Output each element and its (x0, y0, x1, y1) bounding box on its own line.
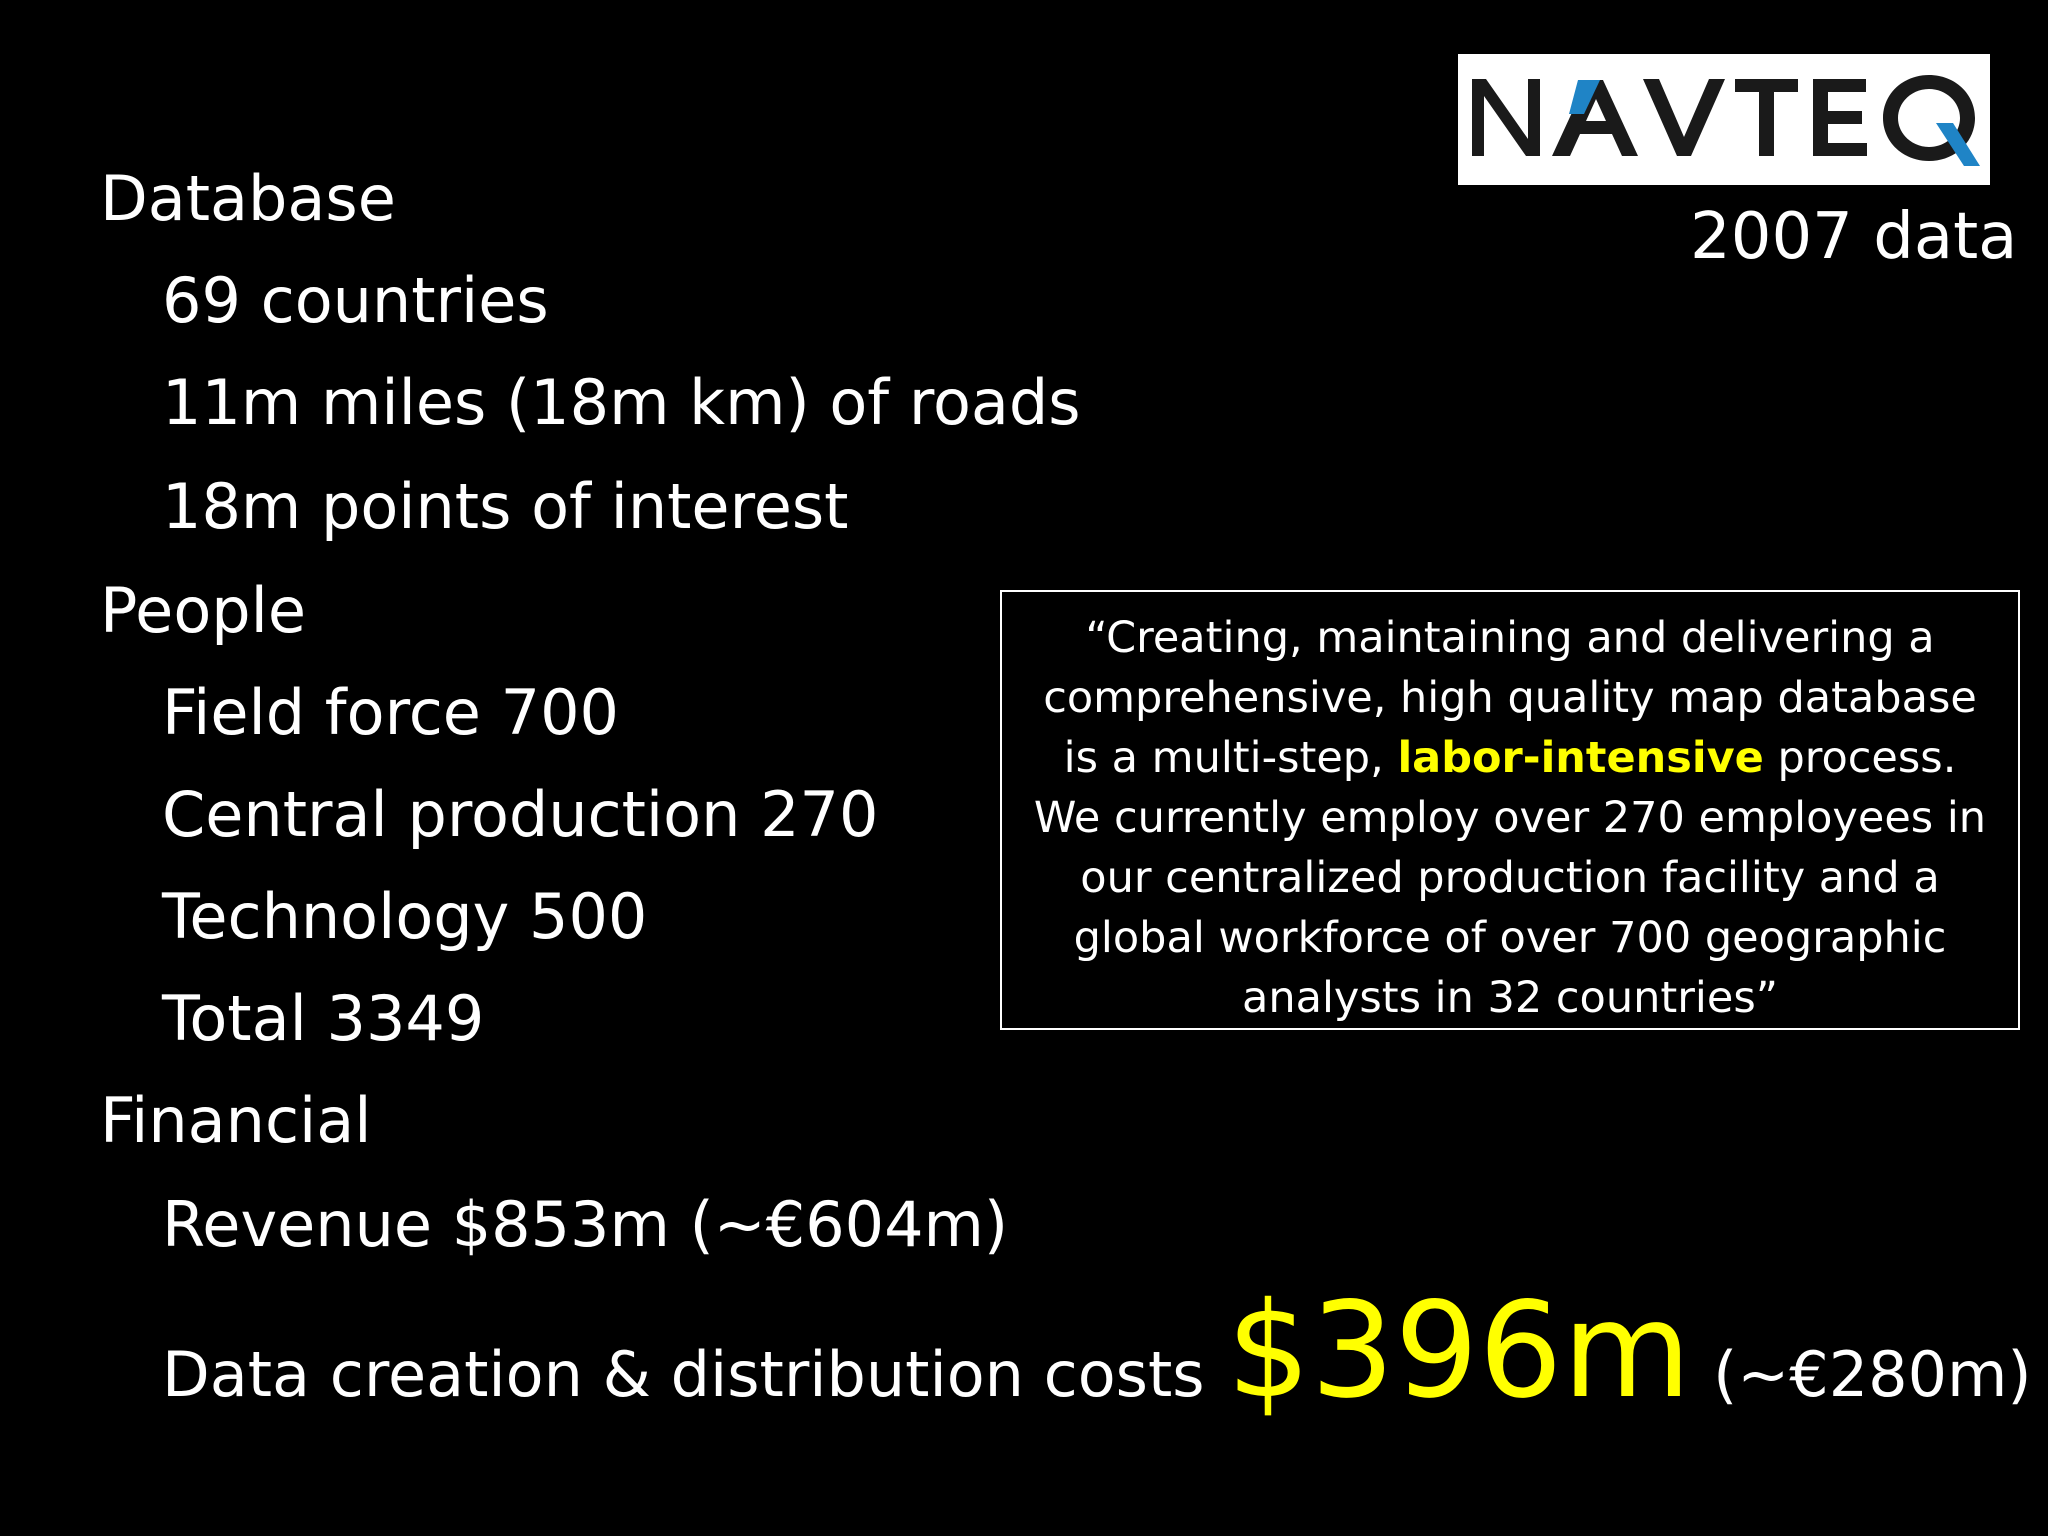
navteq-logo (1458, 54, 1990, 185)
people-heading: People (100, 574, 306, 647)
quote-text-before: “Creating, maintaining and delivering a comprehensive, high quality map database is a multi-step, (1043, 613, 1977, 783)
financial-cost-conversion: (~€280m) (1713, 1338, 2032, 1411)
financial-revenue: Revenue $853m (~€604m) (162, 1188, 1009, 1261)
database-roads: 11m miles (18m km) of roads (162, 366, 1081, 439)
database-heading: Database (100, 162, 396, 235)
quote-highlight: labor-intensive (1397, 733, 1764, 783)
people-central-production: Central production 270 (162, 778, 879, 851)
navteq-logo-image (1458, 54, 1990, 185)
people-total: Total 3349 (162, 982, 485, 1055)
financial-cost-label: Data creation & distribution costs (162, 1338, 1205, 1411)
database-points-of-interest: 18m points of interest (162, 470, 849, 543)
quote-box (1000, 590, 2020, 1030)
year-data-note: 2007 data (1690, 200, 2018, 274)
database-countries: 69 countries (162, 264, 549, 337)
financial-heading: Financial (100, 1084, 372, 1157)
financial-cost-value: $396m (1226, 1274, 1692, 1428)
people-field-force: Field force 700 (162, 676, 619, 749)
people-technology: Technology 500 (162, 880, 648, 953)
financial-cost-line (162, 1274, 2032, 1428)
quote-text-after: process. We currently employ over 270 employees in our centralized production facility and a global workforce of over 700 geographic analysts in 32 countries” (1033, 733, 1987, 1023)
